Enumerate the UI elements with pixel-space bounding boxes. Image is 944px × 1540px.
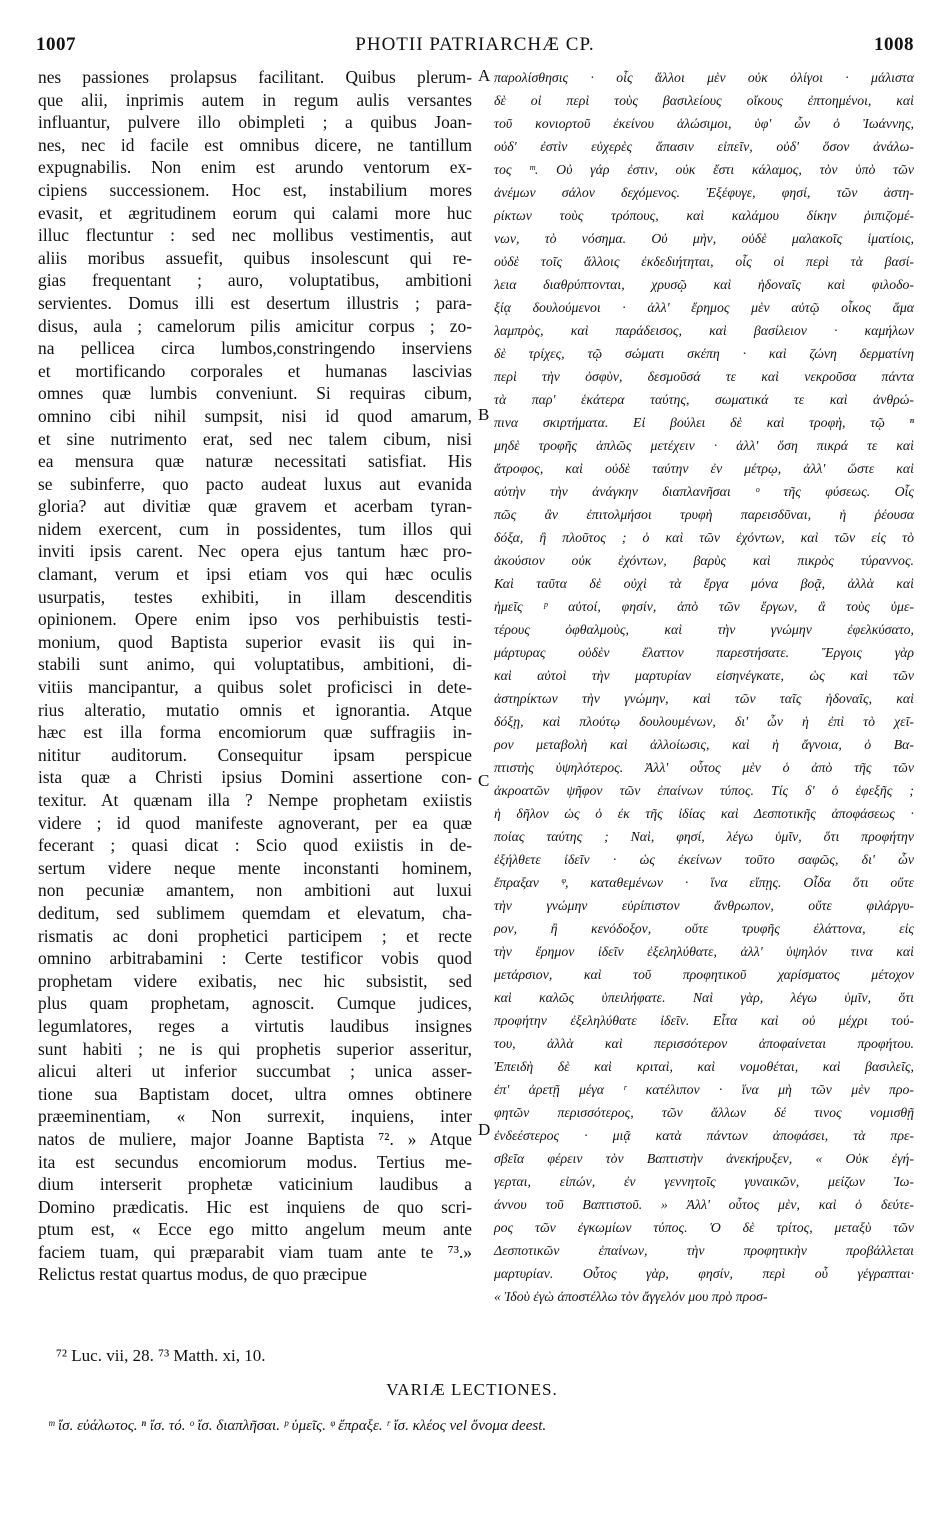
latin-text-line: que alii, inprimis autem in regum aulis versantes (38, 89, 472, 110)
latin-column (38, 66, 472, 1286)
latin-text-line: nidem exercent, cum in possidentes, tum illos qui (38, 518, 472, 539)
greek-text-line: Δεσποτικῶν ἐπαίνων, τὴν προφητικὴν προβάλλεται (494, 1243, 914, 1258)
latin-text-line: expugnabilis. Non enim est arundo ventorum ex- (38, 157, 472, 178)
margin-letter-a: A (478, 66, 491, 85)
greek-text-line: παρολίσθησις · οἷς ἄλλοι μὲν οὐκ ὀλίγοι · μάλιστα (494, 70, 914, 85)
footnotes: ⁷² Luc. vii, 28. ⁷³ Matth. xi, 10. (56, 1346, 266, 1365)
latin-text-line: et mortificando corporales et humanas lascivias (38, 360, 472, 381)
latin-text-line: illuc flectuntur : sed nec mollibus vestimentis, aut (38, 225, 472, 246)
latin-text-line: et sine nutrimento erat, sed nec talem cibum, nisi (38, 428, 472, 449)
greek-text-line: ἐξήλθετε ἰδεῖν · ὡς ἐκείνων τοῦτο σαφῶς, δι' ὧν (494, 852, 914, 867)
greek-text-line: τοῦ κονιορτοῦ ἐκείνου ἁλώσιμοι, ὑφ' ὧν ὁ Ἰωάννης, (494, 116, 914, 131)
greek-text-line: πῶς ἂν ἐπιτολμήσοι τρυφὴ παρεισδῦναι, ἡ ῥέουσα (494, 507, 914, 522)
latin-text-line: nes, nec id facile est omnibus dicere, ne tantillum (38, 134, 472, 155)
latin-text-line: opinionem. Opere enim ipso vos perhibuistis testi- (38, 609, 472, 630)
greek-text-line: Καὶ ταῦτα δὲ οὐχὶ τὰ ἔργα μόνα βοᾷ, ἀλλὰ καὶ (494, 576, 914, 591)
latin-text-line: vitiis mancipantur, a quibus solet proficisci in dete- (38, 677, 472, 698)
greek-text-line: « Ἰδοὺ ἐγὼ ἀποστέλλω τὸν ἄγγελόν μου πρὸ προσ- (494, 1289, 768, 1304)
greek-text-line: αὐτὴν τὴν ἀνάγκην διαπλανῆσαι ᵒ τῆς φύσεως. Οἷς (494, 484, 914, 499)
latin-text-line: servientes. Domus illi est desertum illustris ; para- (38, 292, 472, 313)
greek-text-line: μετάρσιον, καὶ τοῦ προφητικοῦ χαρίσματος μέτοχον (494, 967, 914, 982)
greek-text-line: πτιστὴς ὑψηλότερος. Ἀλλ' οὗτος μὲν ὁ ἀπὸ τῆς τῶν (494, 760, 914, 775)
latin-text-line: natos de muliere, major Joanne Baptista ⁷². » Atque (38, 1128, 472, 1149)
latin-text-line: clamant, verum et ipsi etiam vos qui hæc oculis (38, 564, 472, 585)
margin-letter-d: D (478, 1120, 491, 1139)
latin-text-line: nititur auditorum. Consequitur ipsam perspicue (38, 744, 472, 765)
latin-text-line: se subinferre, quo pacto audeat luxus aut evanida (38, 473, 472, 494)
greek-text-line: ἄτροφος, καὶ οὐδὲ ταύτην ἐν μέτρῳ, ἀλλ' ὥστε καὶ (494, 461, 914, 476)
greek-text-line: μηδὲ τροφῆς ἁπλῶς μετέχειν · ἀλλ' ὅση πικρά τε καὶ (494, 438, 914, 453)
greek-text-line: άννου τοῦ Βαπτιστοῦ. » Ἀλλ' οὗτος μὲν, καὶ ὁ δεύτε- (494, 1197, 914, 1212)
margin-letter-b: B (478, 405, 490, 424)
greek-text-line: τέρους ὀφθαλμοὺς, καὶ τὴν γνώμην ἐφελκύσατο, (494, 622, 914, 637)
latin-text-line: omnino arbitrabamini : Certe testificor vobis quod (38, 948, 472, 969)
greek-column (494, 66, 914, 1308)
greek-text-line: δὲ οἱ περὶ τοὺς βασιλείους οἴκους ἐπτοημένοι, καὶ (494, 93, 914, 108)
greek-text-line: Ἐπειδὴ δὲ καὶ κριταὶ, καὶ νομοθέται, καὶ βασιλεῖς, (494, 1059, 914, 1074)
latin-text-line: prophetam videre exibatis, nec hic subsistit, sed (38, 970, 472, 991)
latin-text-line: præeminentiam, « Non surrexit, inquiens, inter (38, 1106, 472, 1127)
latin-text-line: non pecuniæ amantem, non ambitioni aut luxui (38, 880, 472, 901)
latin-text-line: faciem tuam, qui præparabit viam tuam ante te ⁷³.» (38, 1241, 472, 1262)
greek-text-line: ρον, ἢ κενόδοξον, οὔτε τρυφῆς ἐλάττονα, εἰς (494, 921, 914, 936)
greek-text-line: ἡ δῆλον ὡς ὁ ἐκ τῆς ἰδίας καὶ Δεσποτικῆς ἀποφάσεως · (494, 806, 914, 821)
greek-text-line: ἀκούσιον οὐκ ἐχόντων, βαρὺς καὶ πικρὸς τύραννος. (494, 553, 914, 568)
latin-text-line: rius alteratio, mutatio omnis et ignorantia. Atque (38, 699, 472, 720)
greek-text-line: καὶ αὐτοὶ τὴν μαρτυρίαν εἰσηνέγκατε, ὡς καὶ τῶν (494, 668, 914, 683)
greek-text-line: καὶ καλῶς ὑπειλήφατε. Ναὶ γὰρ, λέγω ὑμῖν, ὅτι (494, 990, 914, 1005)
margin-letter-c: C (478, 771, 490, 790)
latin-text-line: dium interserit prophetæ vaticinium laudibus a (38, 1174, 472, 1195)
greek-text-line: τὰ παρ' ἑκάτερα ταύτης, σωματικά τε καὶ ἀνθρώ- (494, 392, 914, 407)
greek-text-line: τὴν ἔρημον ἰδεῖν ἐξεληλύθατε, ἀλλ' ὑψηλόν τινα καὶ (494, 944, 914, 959)
greek-text-line: οὐδ' ἐστὶν εὐχερὲς ἅπασιν εἰπεῖν, οὐδ' ὅσον ἀνάλω- (494, 139, 914, 154)
latin-text-line: na pellicea circa lumbos,constringendo inserviens (38, 338, 472, 359)
variae-lectiones: ᵐ ἴσ. εὐάλωτος. ⁿ ἴσ. τό. ᵒ ἴσ. διαπλῆσαι. ᵖ ὑμεῖς. ᵠ ἔπραξε. ʳ ἴσ. κλέος vel ὄνομα deest. (48, 1418, 547, 1434)
latin-text-line: ptum est, « Ecce ego mitto angelum meum ante (38, 1219, 472, 1240)
latin-text-line: nes passiones prolapsus facilitant. Quibus plerum- (38, 67, 472, 87)
latin-text-line: tione sua Baptistam docet, ultra omnes obtinere (38, 1083, 472, 1104)
greek-text-line: λεια διαθρύπτονται, χρυσῷ καὶ ἡδοναῖς καὶ φιλοδο- (494, 277, 914, 292)
latin-text-line: rismatis ac doni prophetici participem ; et recte (38, 925, 472, 946)
latin-text-line: omnino cibi nihil sumpsit, nisi id quod amarum, (38, 405, 472, 426)
latin-text-line: evasit, et ægritudinem eorum qui calami more huc (38, 202, 472, 223)
latin-text-line: aliis moribus assuefit, quibus insolescunt qui re- (38, 247, 472, 268)
greek-text-line: μάρτυρας οὐδὲν ἔλαττον παρεστήσατε. Ἔργοις γὰρ (494, 645, 914, 660)
greek-text-line: ξίᾳ δουλούμενοι · ἀλλ' ἔρημος μὲν αὐτῷ οἶκος ἅμα (494, 300, 914, 315)
latin-text-line: sertum videre neque mente inconstanti hominem, (38, 857, 472, 878)
greek-text-line: ρίκτων τοὺς τρόπους, καὶ καλάμου δίκην ῥιπιζομέ- (494, 208, 914, 223)
greek-text-line: προφήτην ἐξεληλύθατε ἰδεῖν. Εἶτα καὶ οὐ μέχρι τού- (494, 1013, 914, 1028)
latin-text-line: alicui alteri ut inferior succumbat ; unica asser- (38, 1061, 472, 1082)
greek-text-line: νων, τὸ νόσημα. Οὐ μὴν, οὐδὲ μαλακοῖς ἱματίοις, (494, 231, 914, 246)
latin-text-line: sunt habiti ; ne is qui prophetis superior asseritur, (38, 1038, 472, 1059)
greek-text-line: τος ᵐ. Οὐ γάρ ἐστιν, οὐκ ἔστι κάλαμος, τὸν ὑπὸ τῶν (494, 162, 914, 177)
page-header (36, 34, 914, 58)
latin-text-line: inviti ipsis carent. Nec opera ejus tantum hæc pro- (38, 541, 472, 562)
greek-text-line: ἐπ' ἀρετῇ μέγα ʳ κατέλιπον · ἵνα μὴ τῶν μὲν προ- (494, 1082, 914, 1097)
latin-text-line: usurpatis, testes exhibiti, in illam descenditis (38, 586, 472, 607)
variae-lectiones-title: VARIÆ LECTIONES. (386, 1380, 558, 1399)
latin-text-line: texitur. At quænam illa ? Nempe prophetam exiistis (38, 790, 472, 810)
latin-text-line: Relictus restat quartus modus, de quo præcipue (38, 1264, 367, 1285)
running-title: PHOTII PATRIARCHÆ CP. (355, 34, 595, 55)
latin-text-line: videre ; id quod manifeste agnoverant, per ea quæ (38, 812, 472, 833)
latin-text-line: fecerant ; quasi dicat : Scio quod exiistis in de- (38, 835, 472, 856)
greek-text-line: πινα σκιρτήματα. Εἰ βούλει δὲ καὶ τροφὴ, τῷ ⁿ (494, 415, 914, 430)
latin-text-line: monium, quod Baptista superior evasit iis qui in- (38, 631, 472, 652)
greek-text-line: φητῶν περισσότερος, τῶν ἄλλων δέ τινος νομισθῇ (494, 1105, 914, 1120)
greek-text-line: δὲ τρίχες, τῷ σώματι σκέπη · καὶ ζώνη δερματίνη (494, 346, 914, 361)
latin-text-line: legumlatores, reges a virtutis laudibus insignes (38, 1015, 472, 1036)
latin-text-line: ita est secundus encomiorum modus. Tertius me- (38, 1151, 472, 1172)
latin-text-line: disus, aula ; camelorum pilis amicitur corpus ; zo- (38, 315, 472, 336)
latin-text-line: hæc est illa forma encomiorum quæ suffragiis in- (38, 722, 472, 743)
latin-text-line: omnes quæ lumbis conveniunt. Si requiras cibum, (38, 383, 472, 404)
greek-text-line: τὴν γνώμην εὐρίπιστον ἄνθρωπον, οὔτε φιλάργυ- (494, 898, 914, 913)
greek-text-line: ἡμεῖς ᵖ αὐτοί, φησίν, ἀπὸ τῶν ἔργων, ἃ τοὺς ὑμε- (494, 599, 914, 614)
latin-text-line: cipiens successionem. Hoc est, instabilium mores (38, 179, 472, 200)
greek-text-line: ἀκροατῶν ψῆφον τῶν ἐπαίνων τύπος. Τίς δ' ὁ ἐφεξῆς ; (494, 783, 914, 798)
latin-text-line: stabili sunt animo, qui voluptatibus, ambitioni, di- (38, 654, 472, 675)
greek-text-line: ρον μεταβολὴ καὶ ἀλλοίωσις, καὶ ἡ ἄγνοια, ὁ Βα- (494, 737, 914, 752)
latin-text-line: gloria? aut divitiæ quæ gravem et acerbam tyran- (38, 496, 472, 517)
greek-text-line: ἐνδεέστερος · μιᾷ κατὰ πάντων ἀποφάσει, τὰ πρε- (494, 1128, 914, 1143)
greek-text-line: ἔπραξαν ᵠ, καταθεμένων · ἵνα εἴπῃς. Οἶδα ὅτι οὔτε (494, 875, 914, 890)
greek-text-line: γερται, εἰπών, ἐν γεννητοῖς γυναικῶν, μείζων Ἰω- (494, 1174, 914, 1189)
greek-text-line: του, ἀλλὰ καὶ περισσότερον ἀποφαίνεται προφήτου. (494, 1036, 914, 1051)
greek-text-line: λαμπρὸς, καὶ παράδεισος, καὶ βασίλειον · καμήλων (494, 323, 914, 338)
greek-text-line: ἀστηρίκτων τὴν γνώμην, καὶ τῶν ταῖς ἡδοναῖς, καὶ (494, 691, 914, 706)
page-number-right: 1008 (874, 34, 914, 55)
page-number-left: 1007 (36, 34, 76, 55)
latin-text-line: Domino prædicatis. Hic est inquiens de quo scri- (38, 1196, 472, 1217)
latin-text-line: influantur, pulvere illo obimpleti ; a quibus Joan- (38, 112, 472, 133)
latin-text-line: gias frequentant ; auro, voluptatibus, ambitioni (38, 270, 472, 291)
greek-text-line: ρος τῶν ἐγκωμίων τύπος. Ὁ δὲ τρίτος, μεταξὺ τῶν (494, 1220, 914, 1235)
latin-text-line: deditum, sed sublimem quemdam et elevatum, cha- (38, 902, 472, 923)
greek-text-line: ἀνέμων σάλον δεχόμενος. Ἐξέφυγε, φησί, τῶν ἀστη- (494, 185, 914, 200)
greek-text-line: ποίας ταύτης ; Ναὶ, φησί, λέγω ὑμῖν, ὅτι προφήτην (494, 829, 914, 844)
greek-text-line: περὶ τὴν ὀσφὺν, δεσμοῦσά τε καὶ νεκροῦσα πάντα (494, 369, 914, 384)
greek-text-line: οὐδὲ τοῖς ἄλλοις ἐκδεδιήτηται, οἷς οἱ περὶ τὰ βασί- (494, 254, 914, 269)
latin-text-line: plus quam prophetam, agnoscit. Cumque judices, (38, 993, 472, 1014)
latin-text-line: ea mensura quæ naturæ necessitati satisfiat. His (38, 451, 472, 472)
greek-text-line: μαρτυρίαν. Οὗτος γὰρ, φησίν, περὶ οὗ γέγραπται· (494, 1266, 914, 1281)
greek-text-line: σβεῖα φέρειν τὸν Βαπτιστὴν ἀνεκήρυξεν, « Οὐκ ἐγή- (494, 1151, 914, 1166)
greek-text-line: δόξα, ἢ πλοῦτος ; ὁ καὶ τῶν ἐχόντων, καὶ τῶν εἰς τὸ (494, 530, 914, 545)
greek-text-line: δόξῃ, καὶ πλούτῳ δουλουμένων, δι' ὧν ἡ ἐπὶ τὸ χεῖ- (494, 714, 914, 729)
latin-text-line: ista quæ a Christi ipsius Domini assertione con- (38, 767, 472, 788)
